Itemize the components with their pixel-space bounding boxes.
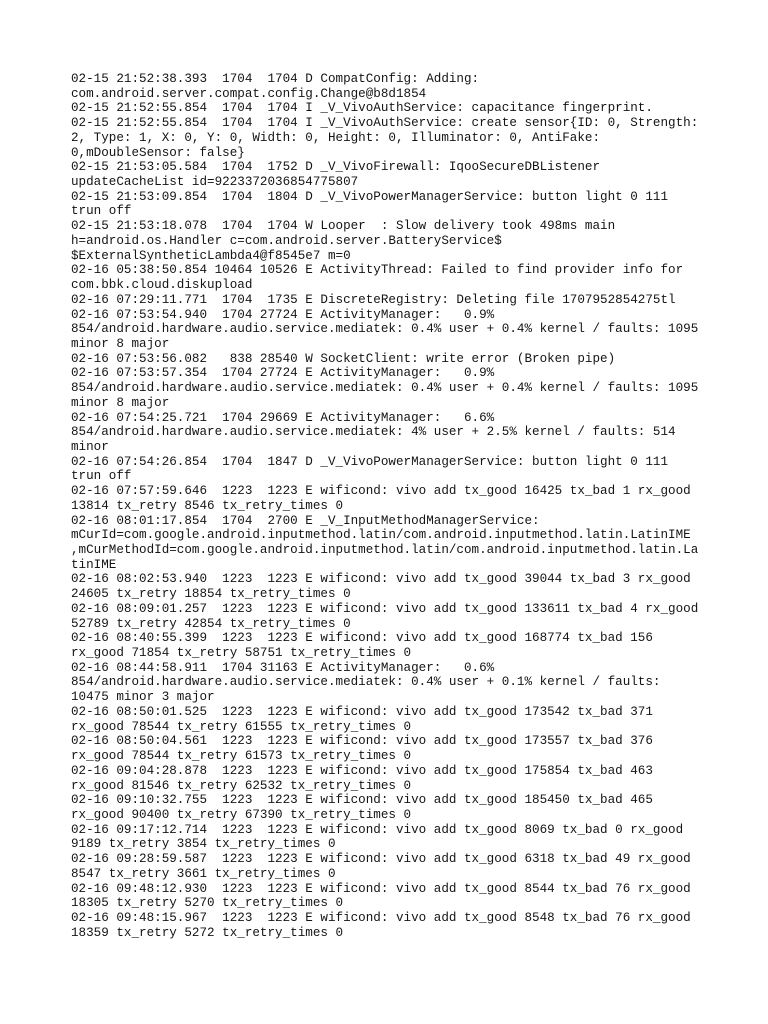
log-line: 854/android.hardware.audio.service.mediatek: 0.4% user + 0.1% kernel / faults: — [71, 675, 661, 690]
log-line: 02-16 07:54:25.721 1704 29669 E ActivityManager: 6.6% — [71, 410, 495, 425]
log-line: ,mCurMethodId=com.google.android.inputmethod.latin/com.android.inputmethod.latin.La — [71, 543, 699, 557]
log-line: mCurId=com.google.android.inputmethod.latin/com.android.inputmethod.latin.LatinIME — [71, 528, 691, 543]
log-line: 13814 tx_retry 8546 tx_retry_times 0 — [71, 498, 344, 513]
log-line: 02-16 08:50:04.561 1223 1223 E wificond: vivo add tx_good 173557 tx_bad 376 — [71, 734, 653, 749]
log-line: 02-16 08:01:17.854 1704 2700 E _V_InputMethodManagerService: — [71, 513, 540, 528]
log-line: 02-16 09:48:12.930 1223 1223 E wificond: vivo add tx_good 8544 tx_bad 76 rx_good — [71, 881, 691, 896]
log-line: 02-16 08:40:55.399 1223 1223 E wificond: vivo add tx_good 168774 tx_bad 156 — [71, 631, 653, 646]
log-line: rx_good 90400 tx_retry 67390 tx_retry_times 0 — [71, 807, 412, 822]
log-line: 02-16 07:53:54.940 1704 27724 E ActivityManager: 0.9% — [71, 307, 495, 322]
log-line: 2, Type: 1, X: 0, Y: 0, Width: 0, Height: 0, Illuminator: 0, AntiFake: — [71, 130, 601, 145]
log-line: com.bbk.cloud.diskupload — [71, 278, 253, 293]
log-line: 854/android.hardware.audio.service.mediatek: 0.4% user + 0.4% kernel / faults: 1095 — [71, 381, 699, 396]
log-line: 02-16 08:02:53.940 1223 1223 E wificond: vivo add tx_good 39044 tx_bad 3 rx_good — [71, 572, 691, 587]
log-line: minor 8 major — [71, 336, 170, 351]
log-line: 02-16 05:38:50.854 10464 10526 E ActivityThread: Failed to find provider info for — [71, 263, 684, 278]
log-line: minor 8 major — [71, 395, 170, 410]
log-line: h=android.os.Handler c=com.android.server.BatteryService$ — [71, 233, 502, 248]
log-line: 02-16 09:48:15.967 1223 1223 E wificond: vivo add tx_good 8548 tx_bad 76 rx_good — [71, 910, 691, 925]
log-line: 02-16 07:29:11.771 1704 1735 E DiscreteRegistry: Deleting file 1707952854275tl — [71, 292, 676, 307]
log-line: 02-16 09:04:28.878 1223 1223 E wificond: vivo add tx_good 175854 tx_bad 463 — [71, 763, 653, 778]
log-line: 854/android.hardware.audio.service.mediatek: 4% user + 2.5% kernel / faults: 514 — [71, 425, 676, 440]
log-line: 02-15 21:53:18.078 1704 1704 W Looper : Slow delivery took 498ms main — [71, 219, 616, 234]
log-line: 02-15 21:53:05.584 1704 1752 D _V_VivoFirewall: IqooSecureDBListener — [71, 160, 601, 175]
log-line: 24605 tx_retry 18854 tx_retry_times 0 — [71, 587, 351, 602]
log-line: 02-15 21:52:55.854 1704 1704 I _V_VivoAuthService: create sensor{ID: 0, Strength: — [71, 116, 699, 131]
log-line: rx_good 81546 tx_retry 62532 tx_retry_times 0 — [71, 778, 412, 793]
log-line: 02-16 07:54:26.854 1704 1847 D _V_VivoPowerManagerService: button light 0 111 — [71, 454, 669, 469]
log-line: 02-16 07:57:59.646 1223 1223 E wificond: vivo add tx_good 16425 tx_bad 1 rx_good — [71, 484, 691, 499]
log-line: 02-16 07:53:57.354 1704 27724 E ActivityManager: 0.9% — [71, 366, 495, 381]
log-text-block — [71, 72, 731, 940]
log-line: com.android.server.compat.config.Change@b8d1854 — [71, 86, 427, 101]
log-line: 02-16 07:53:56.082 838 28540 W SocketClient: write error (Broken pipe) — [71, 351, 616, 366]
log-line: 10475 minor 3 major — [71, 690, 215, 705]
log-line: trun off — [71, 469, 132, 484]
log-line: 0,mDoubleSensor: false} — [71, 145, 245, 160]
log-line: 02-16 08:50:01.525 1223 1223 E wificond: vivo add tx_good 173542 tx_bad 371 — [71, 704, 653, 719]
log-line: 02-15 21:52:38.393 1704 1704 D CompatConfig: Adding: — [71, 72, 480, 86]
log-line: 854/android.hardware.audio.service.mediatek: 0.4% user + 0.4% kernel / faults: 1095 — [71, 322, 699, 337]
log-line: 02-16 08:09:01.257 1223 1223 E wificond: vivo add tx_good 133611 tx_bad 4 rx_good — [71, 601, 699, 616]
log-line: 8547 tx_retry 3661 tx_retry_times 0 — [71, 866, 336, 881]
log-line: rx_good 71854 tx_retry 58751 tx_retry_times 0 — [71, 646, 412, 661]
log-line: 02-16 09:17:12.714 1223 1223 E wificond: vivo add tx_good 8069 tx_bad 0 rx_good — [71, 822, 684, 837]
log-line: 02-15 21:52:55.854 1704 1704 I _V_VivoAuthService: capacitance fingerprint. — [71, 101, 653, 116]
log-line: 18305 tx_retry 5270 tx_retry_times 0 — [71, 896, 344, 911]
log-line: minor — [71, 439, 109, 454]
log-line: tinIME — [71, 557, 117, 572]
log-line: 18359 tx_retry 5272 tx_retry_times 0 — [71, 925, 344, 940]
log-line: updateCacheList id=9223372036854775807 — [71, 175, 359, 190]
log-line: 9189 tx_retry 3854 tx_retry_times 0 — [71, 837, 336, 852]
log-line: 02-16 09:28:59.587 1223 1223 E wificond: vivo add tx_good 6318 tx_bad 49 rx_good — [71, 852, 691, 867]
log-line: $ExternalSyntheticLambda4@f8545e7 m=0 — [71, 248, 351, 263]
log-line: rx_good 78544 tx_retry 61573 tx_retry_times 0 — [71, 749, 412, 764]
log-line: 52789 tx_retry 42854 tx_retry_times 0 — [71, 616, 351, 631]
log-line: trun off — [71, 204, 132, 219]
log-line: rx_good 78544 tx_retry 61555 tx_retry_times 0 — [71, 719, 412, 734]
log-line: 02-15 21:53:09.854 1704 1804 D _V_VivoPowerManagerService: button light 0 111 — [71, 189, 669, 204]
log-line: 02-16 09:10:32.755 1223 1223 E wificond: vivo add tx_good 185450 tx_bad 465 — [71, 793, 653, 808]
log-line: 02-16 08:44:58.911 1704 31163 E ActivityManager: 0.6% — [71, 660, 495, 675]
